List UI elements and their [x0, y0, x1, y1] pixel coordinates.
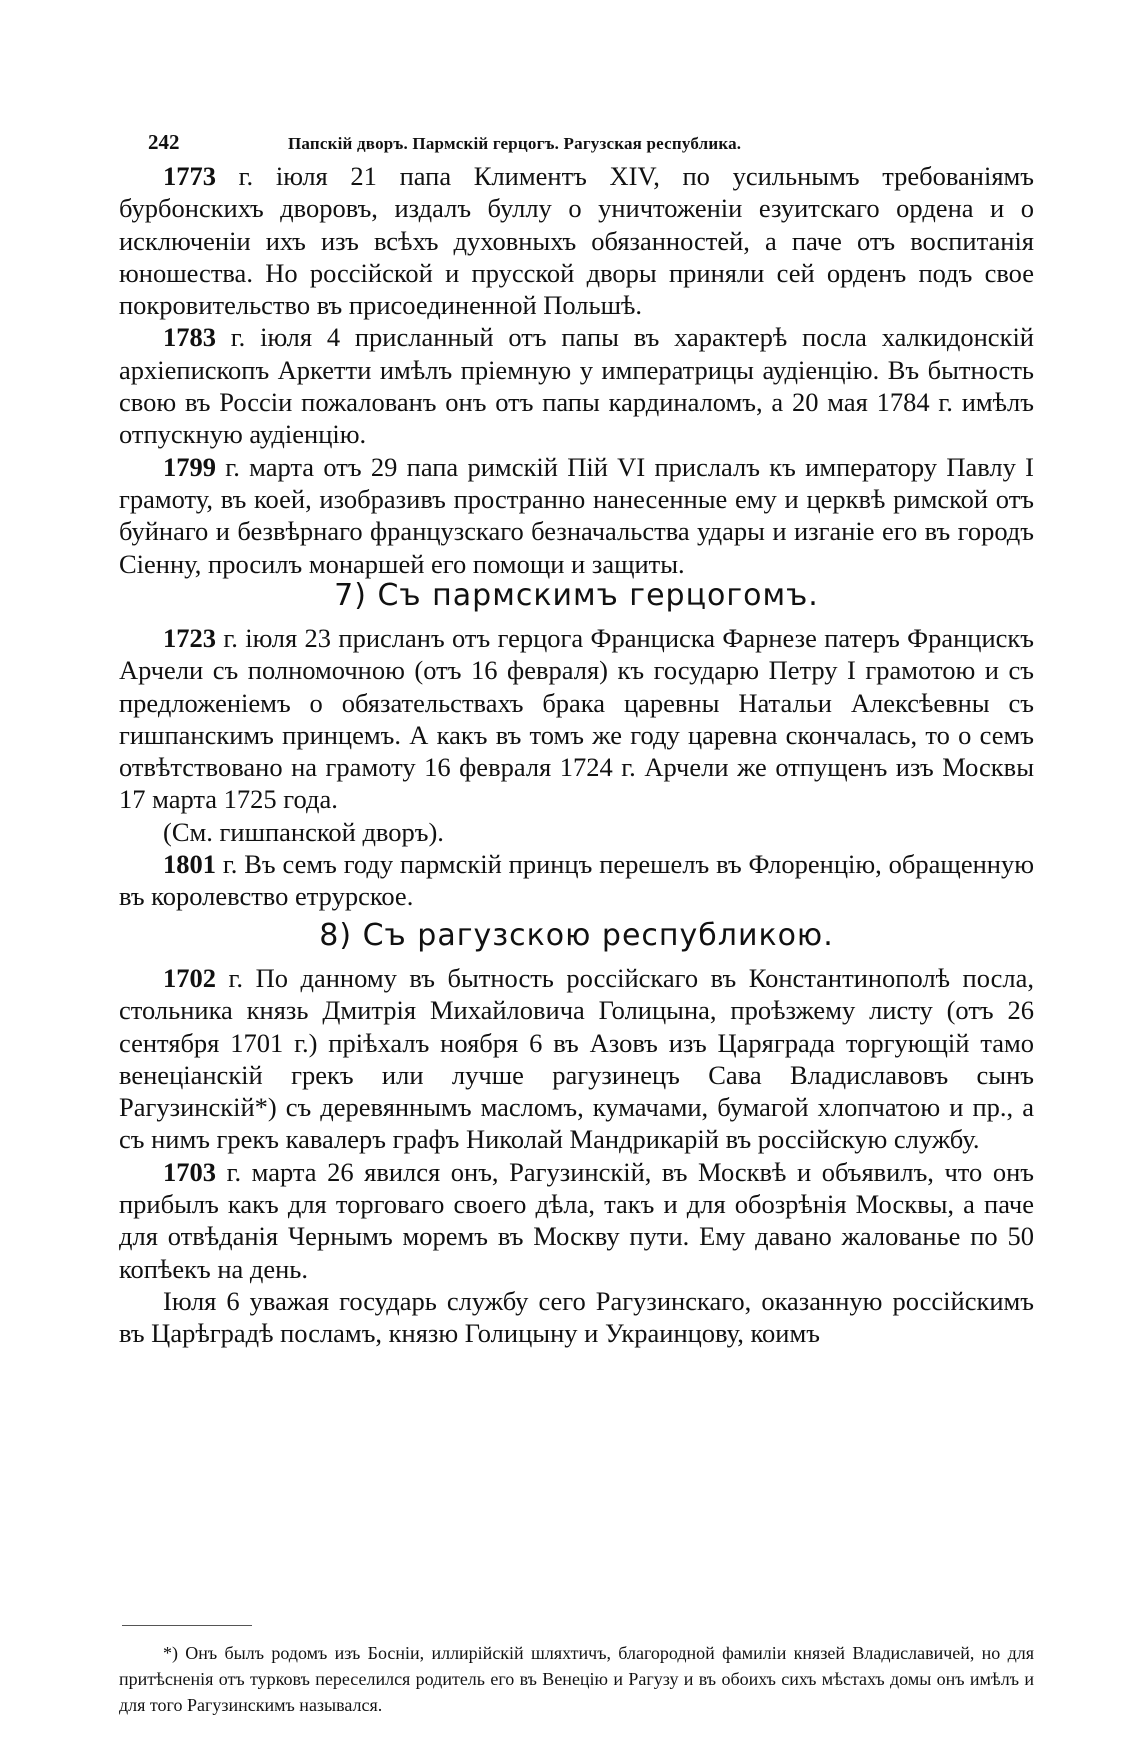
entry-text: г. іюля 21 папа Климентъ XIV, по усильнымъ требованіямъ бурбонскихъ дворовъ, издалъ буллу о уничтоженіи езуитскаго ордена и о исключеніи ихъ изъ всѣхъ духовныхъ обязанностей, а паче отъ воспитанія юношества. Но россійской и прусской дворы приняли сей орденъ подъ свое покровительство въ присоединенной Польшѣ.	[119, 161, 1034, 321]
entry-1723	[119, 622, 1034, 816]
entry-july-6: Іюля 6 уважая государь службу сего Рагузинскаго, оказанную россійскимъ въ Царѣградѣ посламъ, князю Голицыну и Украинцову, коимъ	[119, 1285, 1034, 1349]
entry-text: г. марта отъ 29 папа римскій Пій VI прислалъ къ императору Павлу I грамоту, въ коей, изобразивъ пространно нанесенные ему и церквѣ римской отъ буйнаго и безвѣрнаго французскаго безначальства удары и изганіе его въ городъ Сіенну, просилъ монаршей его помощи и защиты.	[119, 451, 1034, 579]
ragusa-entries	[119, 962, 1034, 1350]
papal-court-entries	[119, 160, 1034, 580]
footnote-divider	[122, 1625, 252, 1626]
entry-text: г. Въ семъ году пармскій принцъ перешелъ въ Флоренцію, обращенную въ королевство етрурское.	[119, 849, 1034, 912]
entry-1703	[119, 1156, 1034, 1285]
entry-text: г. іюля 23 присланъ отъ герцога Франциска Фарнезе патеръ Францискъ Арчели съ полномочною (отъ 16 февраля) къ государю Петру I грамотою и съ предложеніемъ о обязательствахъ брака царевны Натальи Алексѣевны съ гишпанскимъ принцемъ. А какъ въ томъ же году царевна скончалась, то о семъ отвѣтствовано на грамоту 16 февраля 1724 г. Арчели же отпущенъ изъ Москвы 17 марта 1725 года.	[119, 623, 1034, 815]
footnote: *) Онъ былъ родомъ изъ Босніи, иллирійскій шляхтичъ, благородной фамиліи князей Владиславичей, но для притѣсненія отъ турковъ переселился родитель его въ Венецію и Рагузу и въ обоихъ сихъ мѣстахъ домы онъ имѣлъ и для того Рагузинскимъ назывался.	[119, 1643, 1034, 1715]
running-title: Папскій дворъ. Пармскій герцогъ. Рагузская республика.	[288, 134, 742, 153]
entry-year: 1799	[163, 451, 216, 482]
entry-1801	[119, 848, 1034, 913]
entry-year: 1702	[163, 963, 216, 993]
entry-year: 1783	[163, 322, 216, 353]
entry-1783	[119, 321, 1034, 450]
cross-reference-note: (См. гишпанской дворъ).	[163, 816, 444, 847]
page-number: 242	[148, 130, 180, 154]
entry-year: 1703	[163, 1156, 216, 1187]
page-header	[118, 130, 1038, 160]
entry-text: г. іюля 4 присланный отъ папы въ характерѣ посла халкидонскій архіепископъ Аркетти имѣлъ пріемную у императрицы аудіенцію. Въ бытность свою въ Россіи пожалованъ онъ отъ папы кардиналомъ, а 20 мая 1784 г. имѣлъ отпускную аудіенцію.	[119, 322, 1034, 450]
entry-1799	[119, 451, 1034, 580]
section-title-ragusa: 8) Съ рагузскою республикою.	[319, 918, 834, 953]
entry-year: 1723	[163, 623, 216, 653]
entry-1702	[119, 962, 1034, 1156]
section-title-parma: 7) Съ пармскимъ герцогомъ.	[334, 578, 819, 613]
parma-entries	[119, 622, 1034, 913]
entry-text: г. По данному въ бытность россійскаго въ Константинополѣ посла, стольника князь Дмитрія Михайловича Голицына, проѣзжему листу (отъ 26 сентября 1701 г.) пріѣхалъ ноября 6 въ Азовъ изъ Царяграда торгующій тамо венеціанскій грекъ или лучше рагузинецъ Сава Владиславовъ сынъ Рагузинскій*) съ деревяннымъ масломъ, кумачами, бумагой хлопчатою и пр., а съ нимъ грекъ кавалеръ графъ Николай Мандрикарій въ россійскую службу.	[119, 963, 1034, 1155]
entry-year: 1773	[163, 161, 216, 191]
entry-year: 1801	[163, 849, 216, 880]
entry-1773	[119, 160, 1034, 321]
entry-text: г. марта 26 явился онъ, Рагузинскій, въ Москвѣ и объявилъ, что онъ прибылъ какъ для торговаго своего дѣла, такъ и для обозрѣнія Москвы, а паче для отвѣданія Чернымъ моремъ въ Москву пути. Ему давано жалованье по 50 копѣекъ на день.	[119, 1156, 1034, 1284]
